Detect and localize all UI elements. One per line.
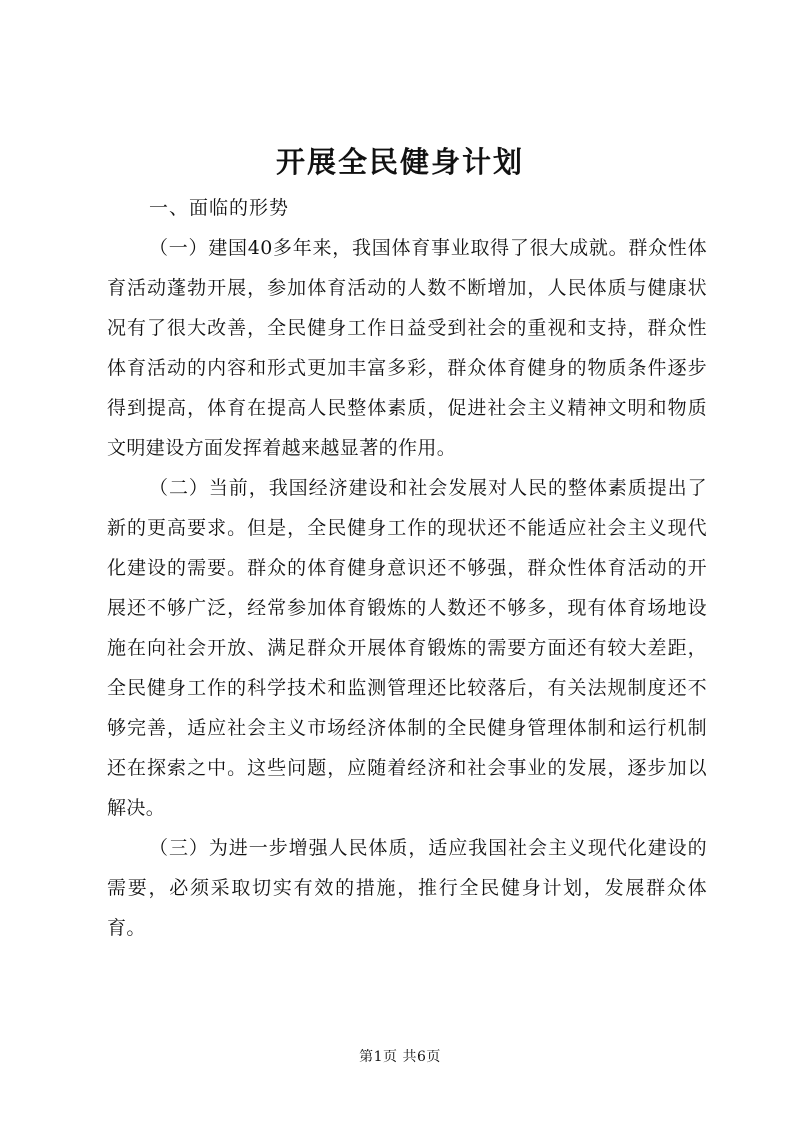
paragraph-3: （三）为进一步增强人民体质，适应我国社会主义现代化建设的需要，必须采取切实有效的措施，推行全民健身计划，发展群众体育。	[107, 837, 707, 939]
document-body	[107, 188, 707, 948]
section-heading: 一、面临的形势	[149, 197, 290, 219]
paragraph-2: （二）当前，我国经济建设和社会发展对人民的整体素质提出了新的更高要求。但是，全民健身工作的现状还不能适应社会主义现代化建设的需要。群众的体育健身意识还不够强，群众性体育活动的开展还不够广泛，经常参加体育锻炼的人数还不够多，现有体育场地设施在向社会开放、满足群众开展体育锻炼的需要方面还有较大差距，全民健身工作的科学技术和监测管理还比较落后，有关法规制度还不够完善，适应社会主义市场经济体制的全民健身管理体制和运行机制还在探索之中。这些问题，应随着经济和社会事业的发展，逐步加以解决。	[107, 477, 707, 819]
document-title: 开展全民健身计划	[275, 145, 524, 179]
page-number-footer: 第1页 共6页	[359, 1049, 441, 1065]
paragraph-1: （一）建国40多年来，我国体育事业取得了很大成就。群众性体育活动蓬勃开展，参加体育活动的人数不断增加，人民体质与健康状况有了很大改善，全民健身工作日益受到社会的重视和支持，群众性体育活动的内容和形式更加丰富多彩，群众体育健身的物质条件逐步得到提高，体育在提高人民整体素质，促进社会主义精神文明和物质文明建设方面发挥着越来越显著的作用。	[107, 237, 707, 459]
